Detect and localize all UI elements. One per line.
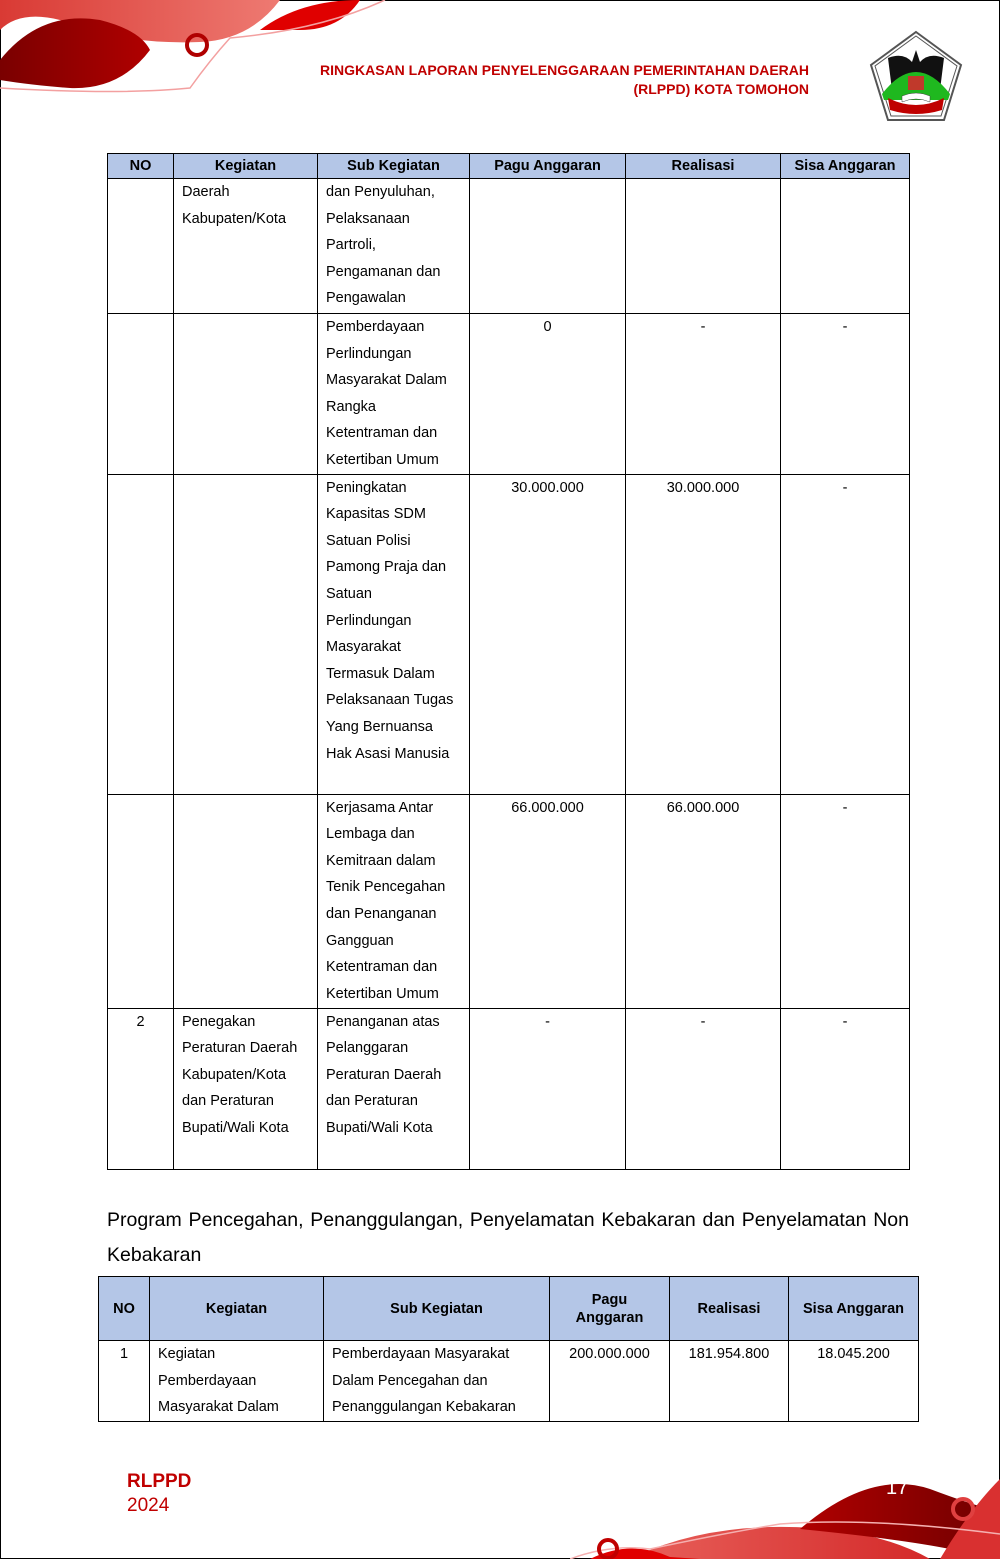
table-row [108,474,910,794]
cell-kegiatan: Kegiatan Pemberdayaan Masyarakat Dalam [150,1341,324,1422]
kota-tomohon-logo-icon [868,30,964,124]
cell-kegiatan [174,314,318,475]
table-row [108,794,910,1008]
cell-no: 1 [99,1341,150,1422]
cell-sisa: - [781,474,910,794]
header-title-line1: RINGKASAN LAPORAN PENYELENGGARAAN PEMERINTAHAN DAERAH [320,62,809,78]
column-header-realisasi: Realisasi [626,154,781,179]
budget-table-fire-program [98,1276,919,1422]
cell-sisa [781,179,910,314]
cell-pagu: 30.000.000 [470,474,626,794]
cell-no [108,474,174,794]
table-header-row [99,1277,919,1341]
cell-no [108,314,174,475]
cell-pagu [470,179,626,314]
cell-sub-kegiatan: Pemberdayaan Masyarakat Dalam Pencegahan dan Penanggulangan Kebakaran [324,1341,550,1422]
budget-table-main [107,153,910,1170]
table-header-row [108,154,910,179]
column-header-sub-kegiatan: Sub Kegiatan [318,154,470,179]
cell-kegiatan [174,794,318,1008]
cell-pagu: - [470,1008,626,1169]
cell-kegiatan [174,474,318,794]
column-header-pagu-anggaran: Pagu Anggaran [470,154,626,179]
footer-report-name: RLPPD [127,1471,192,1492]
column-header-pagu-anggaran: Pagu Anggaran [550,1277,670,1341]
footer-label [127,1470,191,1518]
cell-realisasi: - [626,1008,781,1169]
column-header-kegiatan: Kegiatan [150,1277,324,1341]
column-header-no: NO [99,1277,150,1341]
cell-sub-kegiatan: Kerjasama Antar Lembaga dan Kemitraan dalam Tenik Pencegahan dan Penanganan Gangguan Ketentraman dan Ketertiban Umum [318,794,470,1008]
section-title: Program Pencegahan, Penanggulangan, Penyelamatan Kebakaran dan Penyelamatan Non Kebakaran [107,1209,909,1266]
cell-realisasi [626,179,781,314]
column-header-sisa-anggaran: Sisa Anggaran [781,154,910,179]
cell-sub-kegiatan: Peningkatan Kapasitas SDM Satuan Polisi Pamong Praja dan Satuan Perlindungan Masyarakat Termasuk Dalam Pelaksanaan Tugas Yang Bernuansa Hak Asasi Manusia [318,474,470,794]
cell-pagu: 66.000.000 [470,794,626,1008]
column-header-realisasi: Realisasi [670,1277,789,1341]
cell-sub-kegiatan: Pemberdayaan Perlindungan Masyarakat Dalam Rangka Ketentraman dan Ketertiban Umum [318,314,470,475]
cell-no [108,794,174,1008]
cell-sisa: 18.045.200 [789,1341,919,1422]
cell-sub-kegiatan: Penanganan atas Pelanggaran Peraturan Daerah dan Peraturan Bupati/Wali Kota [318,1008,470,1169]
cell-pagu: 0 [470,314,626,475]
column-header-sisa-anggaran: Sisa Anggaran [789,1277,919,1341]
cell-no: 2 [108,1008,174,1169]
cell-realisasi: 66.000.000 [626,794,781,1008]
cell-realisasi: 30.000.000 [626,474,781,794]
document-header [320,61,809,99]
cell-pagu: 200.000.000 [550,1341,670,1422]
page-number: 17 [886,1477,909,1499]
column-header-kegiatan: Kegiatan [174,154,318,179]
cell-kegiatan: Daerah Kabupaten/Kota [174,179,318,314]
footer-decoration [570,1449,1000,1559]
column-header-sub-kegiatan: Sub Kegiatan [324,1277,550,1341]
footer-year: 2024 [127,1495,170,1516]
cell-kegiatan: Penegakan Peraturan Daerah Kabupaten/Kota dan Peraturan Bupati/Wali Kota [174,1008,318,1169]
cell-sisa: - [781,794,910,1008]
cell-realisasi: - [626,314,781,475]
cell-sisa: - [781,314,910,475]
cell-sisa: - [781,1008,910,1169]
table-row [99,1341,919,1422]
table-row [108,179,910,314]
cell-sub-kegiatan: dan Penyuluhan, Pelaksanaan Partroli, Pengamanan dan Pengawalan [318,179,470,314]
column-header-no: NO [108,154,174,179]
cell-no [108,179,174,314]
header-title-line2: (RLPPD) KOTA TOMOHON [633,81,809,97]
table-row [108,314,910,475]
table-row [108,1008,910,1169]
cell-realisasi: 181.954.800 [670,1341,789,1422]
